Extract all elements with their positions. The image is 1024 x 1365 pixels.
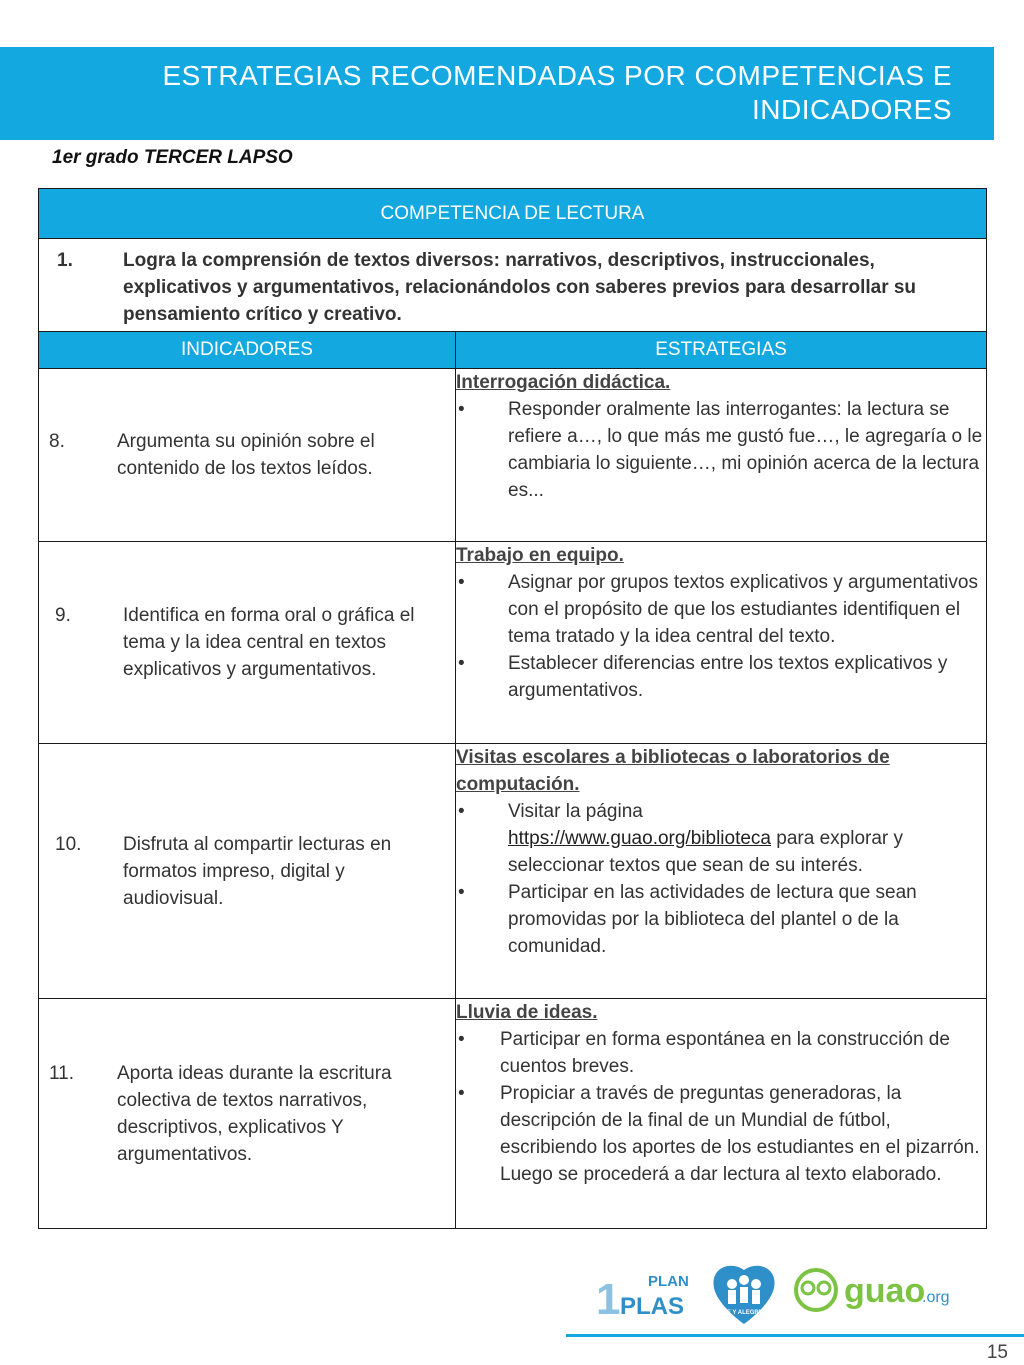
indicator-cell <box>39 744 456 999</box>
bullet-text: Asignar por grupos textos explicativos y argumentativos con el propósito de que los estudiantes identifiquen el tema tratado y la idea central del texto. <box>508 572 978 647</box>
indicator-number: 10. <box>55 833 82 855</box>
svg-text:FE Y ALEGRIA: FE Y ALEGRIA <box>723 1310 765 1316</box>
bullet-icon: • <box>458 1029 465 1050</box>
svg-text:1: 1 <box>596 1275 621 1324</box>
competence-header: COMPETENCIA DE LECTURA <box>39 189 987 239</box>
bullet-text-part: para explorar y seleccionar textos que sean de su interés. <box>508 828 904 876</box>
plan-plas-logo <box>596 1273 689 1324</box>
strategy-cell <box>456 744 987 999</box>
bullet-icon: • <box>458 801 465 822</box>
strategy-title: Trabajo en equipo. <box>456 545 624 566</box>
strategy-cell <box>456 542 987 744</box>
competence-cell <box>39 239 987 332</box>
competence-number: 1. <box>57 249 73 271</box>
indicator-number: 8. <box>49 431 65 452</box>
table-row <box>39 542 987 744</box>
bullet-icon: • <box>458 572 465 593</box>
col-header-estrategias: ESTRATEGIAS <box>456 332 987 369</box>
table-row <box>39 744 987 999</box>
header-band <box>0 47 994 140</box>
col-header-indicadores: INDICADORES <box>39 332 456 369</box>
table-row <box>39 369 987 542</box>
table-row <box>39 999 987 1229</box>
indicator-number: 11. <box>49 1062 75 1084</box>
svg-text:guao: guao <box>844 1272 926 1310</box>
strategy-bullet <box>456 1026 986 1080</box>
bullet-text: Participar en forma espontánea en la construcción de cuentos breves. <box>500 1029 950 1077</box>
grade-subtitle: 1er grado TERCER LAPSO <box>52 147 293 168</box>
bullet-text-part: Visitar la página <box>508 801 643 822</box>
sponsor-logos <box>594 1262 994 1328</box>
strategy-title: Lluvia de ideas. <box>456 1002 598 1023</box>
page-title: ESTRATEGIAS RECOMENDADAS POR COMPETENCIAS E INDICADORES <box>162 60 952 125</box>
fe-y-alegria-logo <box>713 1266 774 1324</box>
indicator-number: 9. <box>55 605 71 626</box>
guao-logo <box>796 1270 950 1310</box>
bullet-text: Establecer diferencias entre los textos explicativos y argumentativos. <box>508 653 948 701</box>
indicator-text: Argumenta su opinión sobre el contenido de los textos leídos. <box>117 431 375 479</box>
strategy-bullet <box>456 569 986 650</box>
bullet-text: Responder oralmente las interrogantes: la lectura se refiere a…, lo que más me gustó fue…, le agregaría o le cambiaria lo siguiente…, mi opinión acerca de la lectura es... <box>508 399 983 501</box>
strategy-bullet <box>456 396 986 504</box>
biblioteca-link[interactable]: https://www.guao.org/biblioteca <box>508 828 771 849</box>
bullet-icon: • <box>458 1083 465 1104</box>
competence-text: Logra la comprensión de textos diversos: narrativos, descriptivos, instruccionales, explicativos y argumentativos, relacionándolos con saberes previos para desarrollar su pensamiento crítico y creativo. <box>123 249 917 325</box>
svg-text:PLAS: PLAS <box>620 1293 685 1320</box>
indicator-cell <box>39 542 456 744</box>
strategy-cell <box>456 369 987 542</box>
indicator-text: Aporta ideas durante la escritura colectiva de textos narrativos, descriptivos, explicativos Y argumentativos. <box>117 1062 392 1165</box>
strategy-title: Visitas escolares a bibliotecas o laboratorios de computación. <box>456 747 890 795</box>
page-number: 15 <box>986 1342 1008 1363</box>
strategy-title: Interrogación didáctica. <box>456 372 671 393</box>
strategy-bullet <box>456 879 986 960</box>
footer-line <box>566 1334 1024 1337</box>
bullet-text <box>508 798 986 879</box>
strategy-bullet <box>456 1080 986 1188</box>
indicator-text: Identifica en forma oral o gráfica el tema y la idea central en textos explicativos y argumentativos. <box>123 605 415 680</box>
svg-text:.org: .org <box>922 1289 950 1306</box>
strategy-bullet <box>456 650 986 704</box>
indicator-cell <box>39 369 456 542</box>
strategies-table <box>38 188 987 1229</box>
bullet-text: Propiciar a través de preguntas generadoras, la descripción de la final de un Mundial de fútbol, escribiendo los aportes de los estudiantes en el pizarrón. Luego se procederá a dar lectura al texto elaborado. <box>500 1083 980 1185</box>
bullet-icon: • <box>458 882 465 903</box>
svg-text:PLAN: PLAN <box>648 1273 689 1290</box>
strategy-cell <box>456 999 987 1229</box>
bullet-icon: • <box>458 399 465 420</box>
indicator-cell <box>39 999 456 1229</box>
strategy-bullet <box>456 798 986 879</box>
bullet-text: Participar en las actividades de lectura que sean promovidas por la biblioteca del plantel o de la comunidad. <box>508 882 917 957</box>
indicator-text: Disfruta al compartir lecturas en formatos impreso, digital y audiovisual. <box>123 833 392 909</box>
bullet-icon: • <box>458 653 465 674</box>
